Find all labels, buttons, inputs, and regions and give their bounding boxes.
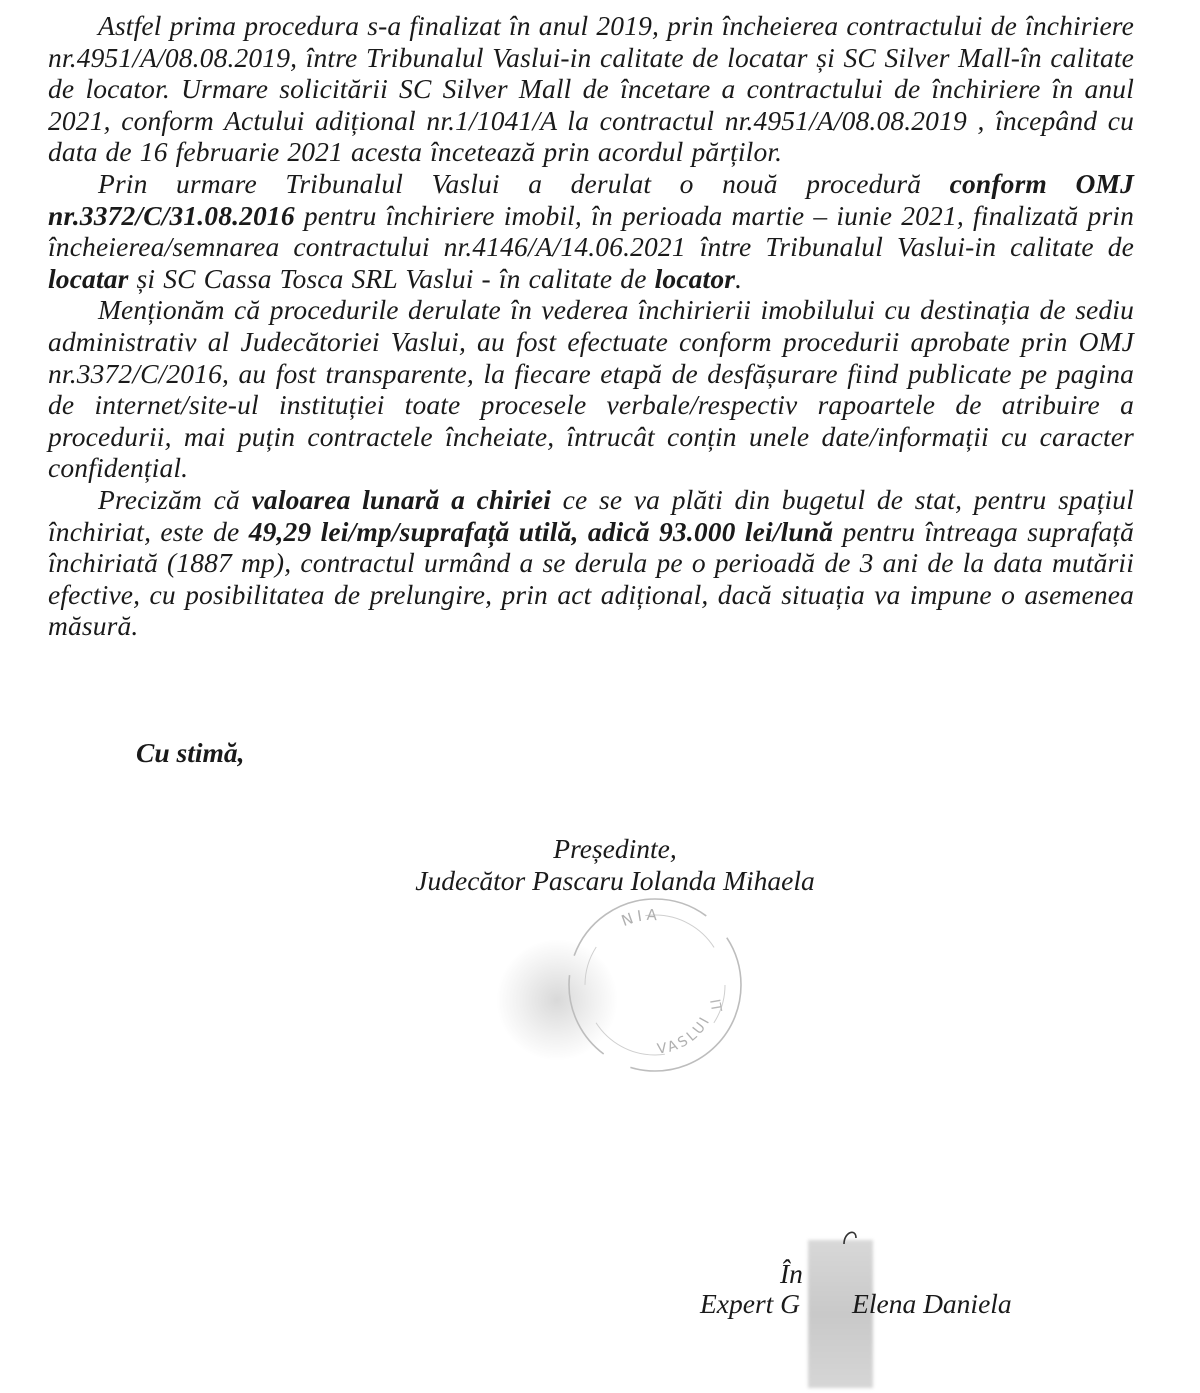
bold-text-segment: 49,29 lei/mp/suprafață utilă, adică 93.000 lei/lună — [248, 515, 834, 547]
ink-mark-icon — [840, 1226, 862, 1248]
expert-title-start: Expert G — [700, 1288, 801, 1319]
svg-text:VASLUI — [656, 1013, 714, 1058]
svg-text:NIA — [619, 906, 661, 930]
stamp-text-bottom: VASLUI — [656, 1012, 715, 1058]
president-title: Președinte, — [553, 833, 677, 864]
text-segment: Prin urmare Tribunalul Vaslui a derulat o nouă procedură — [98, 167, 950, 199]
expert-prefix: În — [780, 1258, 803, 1289]
text-segment: . — [735, 262, 743, 294]
president-name: Judecător Pascaru Iolanda Mihaela — [415, 865, 815, 896]
paragraph — [48, 484, 1134, 642]
bold-text-segment: conform OMJ nr.3372/C/31.08.2016 — [48, 167, 1134, 231]
text-segment: și SC Cassa Tosca SRL Vaslui - în calitate de — [128, 262, 655, 294]
text-segment: Menționăm că procedurile derulate în vederea închirierii imobilului cu destinația de sediu administrativ al Judecătoriei Vaslui, au fost efectuate conform procedurii aprobate prin OMJ nr.3372/C/2016, au fost transparente, la fiecare etapă de desfășurare fiind publicate pe pagina de internet/site-ul instituției toate procesele verbale/respectiv rapoartele de atribuire a procedurii, mai puțin contractele încheiate, întrucât conțin unele date/informații cu caracter confidențial. — [48, 294, 1134, 484]
stamp-text-top: NIA — [618, 905, 662, 931]
text-segment: pentru întreaga suprafață închiriată (1887 mp), contractul urmând a se derula pe o perioadă de 3 ani de la data mutării efective, cu posibilitatea de prelungire, prin act adițional, dacă situația va impune o asemenea măsură. — [48, 515, 1134, 642]
bold-text-segment: locatar — [48, 262, 129, 294]
expert-signature-line — [700, 1288, 1012, 1320]
text-segment: Precizăm că — [98, 483, 252, 515]
stamp-text-side: IT — [706, 997, 725, 1014]
text-segment: ce se va plăti din bugetul de stat, pentru spațiul închiriat, este de — [48, 483, 1134, 547]
bold-text-segment: valoarea lunară a chiriei — [251, 483, 552, 515]
closing-salutation: Cu stimă, — [136, 737, 245, 768]
expert-name-end: Elena Daniela — [852, 1288, 1012, 1319]
letter-body — [48, 10, 1134, 642]
paragraph — [48, 10, 1134, 168]
text-segment: Astfel prima procedura s-a finalizat în anul 2019, prin încheierea contractului de închiriere nr.4951/A/08.08.2019, între Tribunalul Vaslui-in calitate de locatar și SC Silver Mall-în calitate de locator. Urmare solicitării SC Silver Mall de încetare a contractului de închiriere în anul 2021, conform Actului adițional nr.1/1041/A la contractul nr.4951/A/08.08.2019 , începând cu data de 16 februarie 2021 acesta încetează prin acordul părților. — [48, 10, 1134, 168]
text-segment: pentru închiriere imobil, în perioada martie – iunie 2021, finalizată prin încheierea/semnarea contractului nr.4146/A/14.06.2021 între Tribunalul Vaslui-in calitate de — [48, 199, 1134, 263]
paragraph — [48, 168, 1134, 294]
official-stamp — [560, 890, 745, 1075]
bold-text-segment: locator — [654, 262, 736, 294]
paragraph — [48, 294, 1134, 484]
